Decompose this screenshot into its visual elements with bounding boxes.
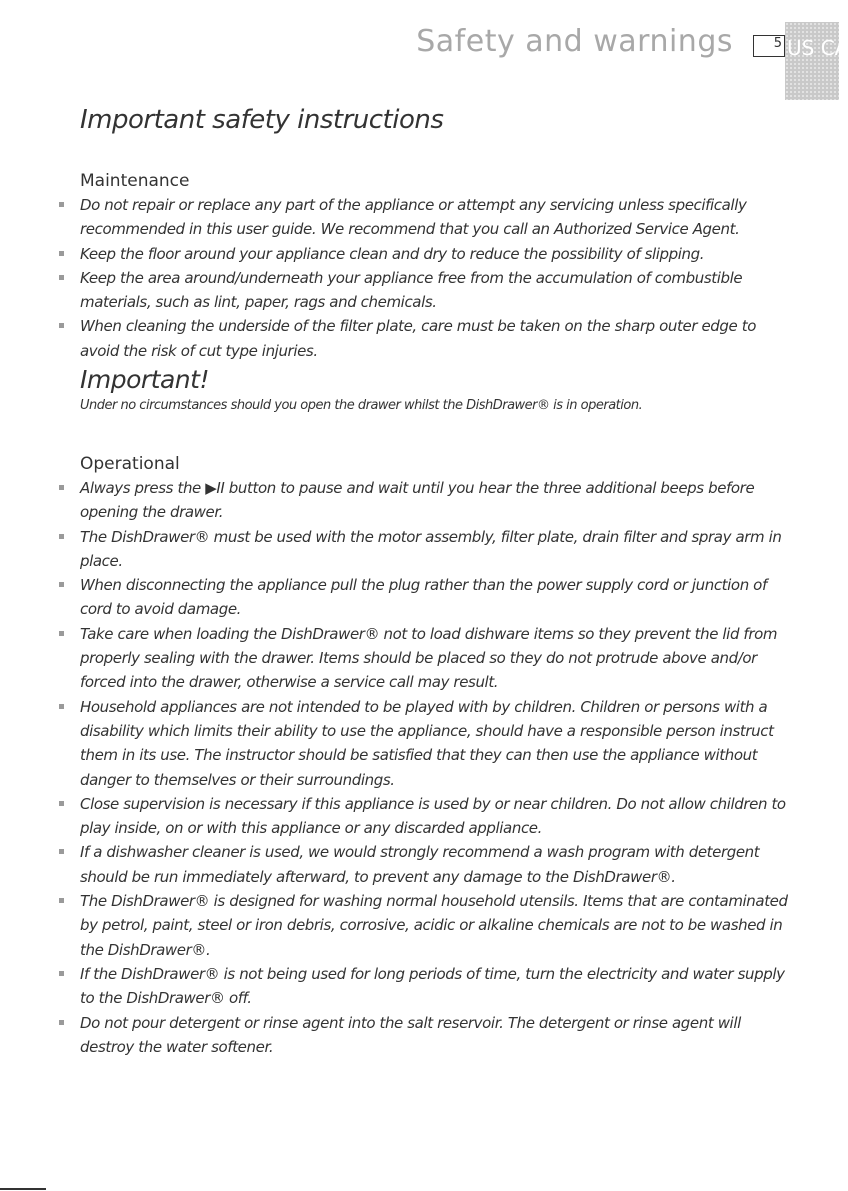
- list-item: [58, 695, 798, 792]
- maintenance-list: [58, 193, 798, 363]
- bullet-icon: [59, 631, 64, 636]
- list-item-text: Keep the floor around your appliance clean and dry to reduce the possibility of slipping.: [80, 244, 705, 263]
- bullet-icon: [59, 898, 64, 903]
- region-label: US CA: [787, 36, 848, 60]
- list-item-text: If a dishwasher cleaner is used, we would strongly recommend a wash program with detergent should be run immediately afterward, to prevent any damage to the DishDrawer®.: [80, 843, 760, 886]
- list-item-text: If the DishDrawer® is not being used for long periods of time, turn the electricity and water supply to the DishDrawer® off.: [80, 964, 785, 1008]
- maintenance-heading: Maintenance: [80, 171, 190, 191]
- list-item-text: When disconnecting the appliance pull the plug rather than the power supply cord or junction of cord to avoid damage.: [80, 576, 767, 619]
- bullet-icon: [59, 971, 64, 976]
- list-item: [58, 242, 798, 266]
- bullet-icon: [59, 704, 64, 709]
- list-item-text: When cleaning the underside of the filter plate, care must be taken on the sharp outer edge to avoid the risk of cut type injuries.: [80, 317, 756, 360]
- list-item: [58, 525, 798, 574]
- list-item-text: Household appliances are not intended to be played with by children. Children or persons with a disability which limits their ability to use the appliance, should have a responsible person instruct them in its use. The instructor should be satisfied that they can then use the appliance without danger to themselves or their surroundings.: [80, 697, 774, 789]
- list-item-text: Keep the area around/underneath your appliance free from the accumulation of combustible materials, such as lint, paper, rags and chemicals.: [80, 268, 743, 312]
- important-heading: Important!: [80, 365, 209, 394]
- list-item: [58, 314, 798, 363]
- list-item: [58, 792, 798, 841]
- list-item-text: Do not pour detergent or rinse agent into the salt reservoir. The detergent or rinse agent will destroy the water softener.: [80, 1013, 741, 1056]
- operational-heading: Operational: [80, 454, 180, 474]
- bullet-icon: [59, 534, 64, 539]
- important-text: Under no circumstances should you open the drawer whilst the DishDrawer® is in operation.: [80, 398, 643, 413]
- list-item: [58, 266, 798, 315]
- bullet-icon: [59, 275, 64, 280]
- section-heading: Important safety instructions: [80, 105, 444, 135]
- bullet-icon: [59, 485, 64, 490]
- page-number-box: [753, 35, 785, 57]
- list-item: [58, 889, 798, 962]
- list-item: [58, 193, 798, 242]
- list-item: [58, 840, 798, 889]
- bullet-icon: [59, 801, 64, 806]
- list-item-text: Close supervision is necessary if this appliance is used by or near children. Do not allow children to play inside, on or with this appliance or any discarded appliance.: [80, 794, 786, 838]
- page-number: 5: [773, 36, 782, 51]
- page-header-title: Safety and warnings: [416, 24, 733, 59]
- list-item: [58, 962, 798, 1011]
- bullet-icon: [59, 582, 64, 587]
- bullet-icon: [59, 251, 64, 256]
- bullet-icon: [59, 323, 64, 328]
- list-item: [58, 476, 798, 525]
- bullet-icon: [59, 1020, 64, 1025]
- list-item-text: Do not repair or replace any part of the appliance or attempt any servicing unless specifically recommended in this user guide. We recommend that you call an Authorized Service Agent.: [80, 196, 747, 239]
- list-item-text: The DishDrawer® is designed for washing normal household utensils. Items that are contaminated by petrol, paint, steel or iron debris, corrosive, acidic or alkaline chemicals are not to be washed in the DishDrawer®.: [80, 892, 788, 959]
- bullet-icon: [59, 849, 64, 854]
- list-item-text: Take care when loading the DishDrawer® not to load dishware items so they prevent the lid from properly sealing with the drawer. Items should be placed so they do not protrude above and/or forced into the drawer, otherwise a service call may result.: [80, 624, 778, 692]
- list-item-text: Always press the ▶II button to pause and wait until you hear the three additional beeps before opening the drawer.: [80, 479, 755, 522]
- bullet-icon: [59, 202, 64, 207]
- list-item: [58, 573, 798, 622]
- list-item: [58, 1011, 798, 1060]
- region-tab: [785, 22, 848, 100]
- list-item-text: The DishDrawer® must be used with the motor assembly, filter plate, drain filter and spray arm in place.: [80, 527, 782, 570]
- footer-rule: [0, 1188, 46, 1190]
- operational-list: [58, 476, 798, 1059]
- list-item: [58, 622, 798, 695]
